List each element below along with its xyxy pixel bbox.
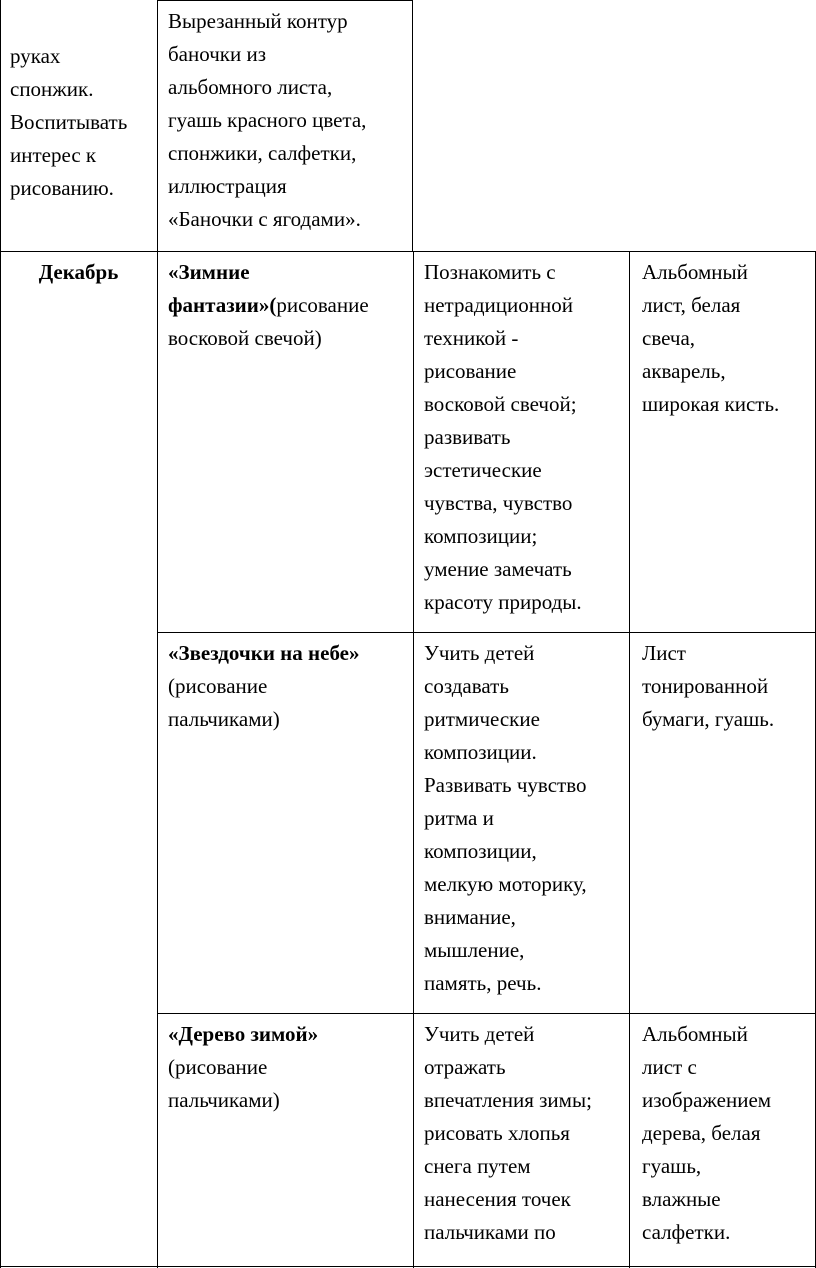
text-line: пальчиками по <box>424 1220 556 1244</box>
text-line: Развивать чувство <box>424 773 587 797</box>
text-line: ритма и <box>424 806 494 830</box>
row-2-title-cell <box>168 637 410 736</box>
text-line: «Баночки с ягодами». <box>168 207 361 231</box>
text-line: лист с <box>642 1055 697 1079</box>
table-border-top <box>157 0 413 1</box>
text-line: мышление, <box>424 938 525 962</box>
month-label: Декабрь <box>38 260 119 284</box>
row-3-title-cell <box>168 1018 410 1117</box>
text-line: изображением <box>642 1088 772 1112</box>
text-line: Лист <box>642 641 686 665</box>
text-line: руках <box>10 44 61 68</box>
text-line: композиции; <box>424 524 538 548</box>
text-line: отражать <box>424 1055 506 1079</box>
text-line: впечатления зимы; <box>424 1088 592 1112</box>
top-materials-cell <box>168 5 408 236</box>
row-2-materials-cell <box>642 637 814 736</box>
text-line: внимание, <box>424 905 516 929</box>
text-line: Учить детей <box>424 1022 535 1046</box>
row-subtitle: пальчиками) <box>168 1088 280 1112</box>
row-title-tail: рисование <box>276 293 369 317</box>
text-line: техникой - <box>424 326 519 350</box>
text-line: Альбомный <box>642 1022 748 1046</box>
text-line: нетрадиционной <box>424 293 573 317</box>
row-1-title-cell <box>168 256 410 355</box>
text-line: нанесения точек <box>424 1187 571 1211</box>
row-title: «Звездочки на небе» <box>168 641 360 665</box>
table-border-col2b <box>413 252 414 1268</box>
text-line: создавать <box>424 674 509 698</box>
text-line: широкая кисть. <box>642 392 780 416</box>
text-line: бумаги, гуашь. <box>642 707 775 731</box>
text-line: Познакомить с <box>424 260 556 284</box>
text-line: чувства, чувство <box>424 491 573 515</box>
text-line: снега путем <box>424 1154 531 1178</box>
top-goal-cell <box>10 40 155 205</box>
text-line: рисованию. <box>10 176 114 200</box>
text-line: Воспитывать <box>10 110 128 134</box>
text-line: умение замечать <box>424 557 572 581</box>
row-subtitle: (рисование <box>168 674 268 698</box>
text-line: ритмические <box>424 707 540 731</box>
text-line: рисовать хлопья <box>424 1121 570 1145</box>
text-line: дерева, белая <box>642 1121 761 1145</box>
text-line: гуашь красного цвета, <box>168 108 367 132</box>
text-line: Альбомный <box>642 260 748 284</box>
table-border-row2 <box>157 632 816 633</box>
table-border-col1 <box>157 0 158 1268</box>
table-border-left <box>0 0 1 1268</box>
row-1-goal-cell <box>424 256 626 619</box>
text-line: спонжик. <box>10 77 94 101</box>
table-border-col3 <box>629 252 630 1268</box>
row-3-goal-cell <box>424 1018 626 1249</box>
table-border-bottom <box>0 1266 816 1267</box>
text-line: Вырезанный контур <box>168 9 348 33</box>
text-line: гуашь, <box>642 1154 702 1178</box>
text-line: интерес к <box>10 143 97 167</box>
table-border-col2 <box>412 0 413 252</box>
text-line: лист, белая <box>642 293 741 317</box>
text-line: композиции. <box>424 740 537 764</box>
text-line: Учить детей <box>424 641 535 665</box>
text-line: альбомного листа, <box>168 75 333 99</box>
text-line: влажные <box>642 1187 721 1211</box>
row-subtitle: пальчиками) <box>168 707 280 731</box>
text-line: салфетки. <box>642 1220 731 1244</box>
row-subtitle: (рисование <box>168 1055 268 1079</box>
text-line: восковой свечой; <box>424 392 577 416</box>
row-title: «Зимние <box>168 260 250 284</box>
text-line: акварель, <box>642 359 726 383</box>
text-line: рисование <box>424 359 517 383</box>
text-line: красоту природы. <box>424 590 582 614</box>
row-3-materials-cell <box>642 1018 814 1249</box>
row-1-materials-cell <box>642 256 814 421</box>
text-line: память, речь. <box>424 971 542 995</box>
text-line: мелкую моторику, <box>424 872 587 896</box>
table-border-row1 <box>0 251 816 252</box>
table-border-row3 <box>157 1013 816 1014</box>
row-title: «Дерево зимой» <box>168 1022 319 1046</box>
text-line: композиции, <box>424 839 537 863</box>
text-line: развивать <box>424 425 511 449</box>
text-line: тонированной <box>642 674 769 698</box>
text-line: свеча, <box>642 326 696 350</box>
text-line: иллюстрация <box>168 174 287 198</box>
text-line: спонжики, салфетки, <box>168 141 357 165</box>
row-2-goal-cell <box>424 637 626 1000</box>
text-line: баночки из <box>168 42 266 66</box>
text-line: эстетические <box>424 458 542 482</box>
row-title: фантазии»( <box>168 293 277 317</box>
row-subtitle: восковой свечой) <box>168 326 322 350</box>
month-cell <box>0 256 157 289</box>
